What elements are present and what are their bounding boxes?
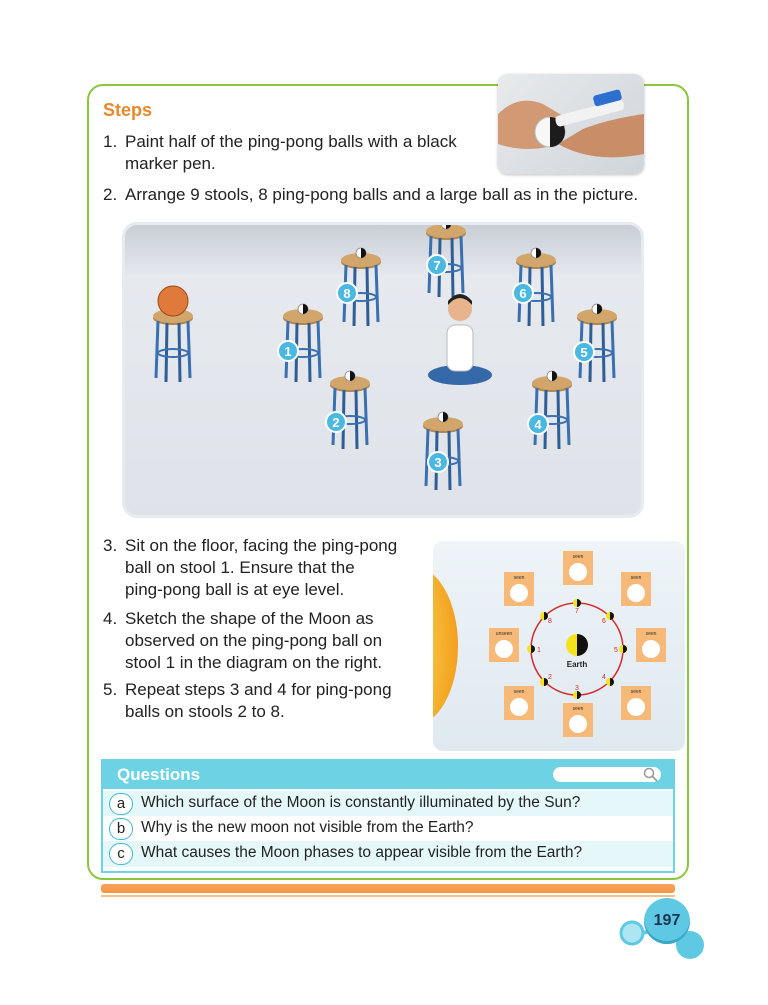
- step-text: Repeat steps 3 and 4 for ping-pong: [125, 680, 392, 699]
- painting-photo: [498, 74, 644, 174]
- page-number: 197: [644, 898, 690, 944]
- svg-text:5: 5: [614, 647, 618, 654]
- svg-text:4: 4: [602, 674, 606, 681]
- svg-text:seen: seen: [645, 631, 657, 637]
- earth: [566, 634, 588, 669]
- search-icon: [643, 767, 659, 783]
- sketch-box-2: [504, 686, 534, 720]
- svg-text:seen: seen: [630, 689, 642, 695]
- question-text: What causes the Moon phases to appear visible from the Earth?: [141, 844, 583, 861]
- step-text: Sit on the floor, facing the ping-pong: [125, 536, 398, 555]
- step-text: marker pen.: [125, 154, 216, 173]
- step-number: 5.: [103, 680, 118, 699]
- stool-label-4: [528, 414, 548, 434]
- svg-text:5: 5: [580, 345, 588, 360]
- sketch-box-5: [636, 628, 666, 662]
- sketch-box-4: [621, 686, 651, 720]
- svg-text:3: 3: [434, 455, 442, 470]
- svg-text:3: 3: [575, 685, 579, 692]
- svg-text:seen: seen: [513, 575, 525, 581]
- svg-text:8: 8: [548, 618, 552, 625]
- stool-labels: [125, 225, 641, 515]
- question-letter: a: [109, 793, 133, 815]
- step-1: [103, 131, 493, 175]
- stool-label-5: [574, 342, 594, 362]
- sketch-box-1: [489, 628, 519, 662]
- step-number: 2.: [103, 185, 118, 204]
- sketch-box-7: [563, 551, 593, 585]
- questions-header: [103, 761, 673, 789]
- stool-label-6: [513, 283, 533, 303]
- sketch-box-6: [621, 572, 651, 606]
- svg-text:unseen: unseen: [495, 631, 513, 637]
- step-text: ping-pong ball is at eye level.: [125, 580, 345, 599]
- svg-text:seen: seen: [513, 689, 525, 695]
- step-5: [103, 679, 433, 723]
- footer-bar-thin: [101, 895, 675, 897]
- question-row-b: [103, 816, 673, 842]
- stool-label-7: [427, 255, 447, 275]
- questions-title: Questions: [117, 765, 201, 784]
- step-number: 4.: [103, 609, 118, 628]
- svg-text:8: 8: [343, 286, 351, 301]
- question-letter: b: [109, 818, 133, 840]
- step-text: ball on stool 1. Ensure that the: [125, 558, 355, 577]
- moon-phase-diagram: [433, 541, 685, 751]
- question-text: Which surface of the Moon is constantly illuminated by the Sun?: [141, 794, 581, 811]
- step-text: Arrange 9 stools, 8 ping-pong balls and a large ball as in the picture.: [125, 185, 639, 204]
- question-letter: c: [109, 843, 133, 865]
- stool-label-8: [337, 283, 357, 303]
- svg-text:4: 4: [534, 417, 542, 432]
- svg-text:2: 2: [548, 674, 552, 681]
- footer-bar: [101, 884, 675, 893]
- svg-text:seen: seen: [630, 575, 642, 581]
- question-row-c: [103, 841, 673, 867]
- step-4: [103, 608, 433, 674]
- step-text: balls on stools 2 to 8.: [125, 702, 285, 721]
- svg-text:6: 6: [519, 286, 527, 301]
- search-field: [553, 767, 661, 782]
- question-text: Why is the new moon not visible from the Earth?: [141, 819, 474, 836]
- svg-text:1: 1: [284, 344, 292, 359]
- step-3: [103, 535, 433, 601]
- svg-text:seen: seen: [572, 706, 584, 712]
- step-text: Sketch the shape of the Moon as: [125, 609, 374, 628]
- sketch-box-8: [504, 572, 534, 606]
- questions-box: [101, 759, 675, 873]
- step-text: Paint half of the ping-pong balls with a black: [125, 132, 457, 151]
- step-number: 3.: [103, 536, 118, 555]
- stool-label-2: [326, 412, 346, 432]
- svg-text:1: 1: [537, 647, 541, 654]
- svg-text:7: 7: [433, 258, 441, 273]
- step-2: [103, 184, 663, 206]
- svg-text:seen: seen: [572, 554, 584, 560]
- step-text: observed on the ping-pong ball on: [125, 631, 383, 650]
- svg-text:7: 7: [575, 608, 579, 615]
- stool-label-3: [428, 452, 448, 472]
- stool-label-1: [278, 341, 298, 361]
- sun: [433, 566, 458, 726]
- svg-text:6: 6: [602, 618, 606, 625]
- step-number: 1.: [103, 132, 118, 151]
- sketch-box-3: [563, 703, 593, 737]
- steps-heading: Steps: [103, 100, 153, 120]
- step-text: stool 1 in the diagram on the right.: [125, 653, 383, 672]
- question-row-a: [103, 791, 673, 817]
- earth-label: Earth: [566, 660, 588, 669]
- svg-text:2: 2: [332, 415, 340, 430]
